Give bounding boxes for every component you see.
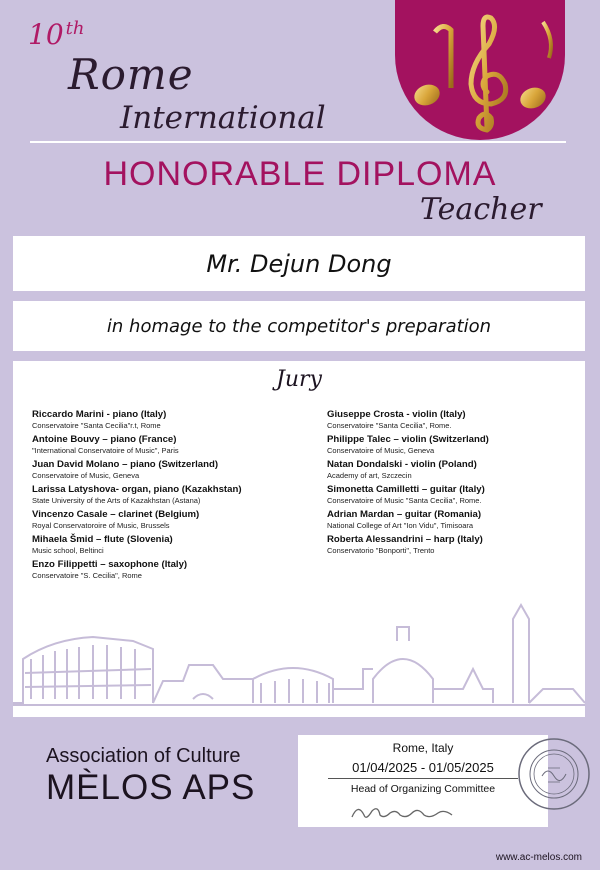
edition-suffix: th (65, 18, 85, 39)
jury-member-institution: Conservatoire of Music, Geneva (32, 471, 140, 480)
header-divider (30, 141, 566, 143)
edition-number: 10 (28, 18, 64, 51)
reason-text: in homage to the competitor's preparation (106, 315, 492, 337)
jury-member (327, 459, 577, 481)
signatory-title: Head of Organizing Committee (350, 783, 496, 795)
association-name-line1: Association of Culture (46, 745, 241, 767)
jury-member-institution: Conservatoire "Santa Cecilia", Rome. (327, 421, 452, 430)
jury-member-institution: Conservatorio "Bonporti", Trento (327, 546, 435, 555)
jury-member (327, 534, 577, 556)
association-name-line2: MÈLOS APS (46, 768, 256, 807)
subtitle-international: International (120, 100, 326, 136)
jury-member (32, 409, 312, 431)
diploma-title: HONORABLE DIPLOMA (103, 155, 497, 193)
jury-panel (13, 361, 585, 717)
jury-member (327, 409, 577, 431)
jury-member (32, 509, 312, 531)
competition-dates: 01/04/2025 - 01/05/2025 (352, 760, 494, 775)
jury-member-name: Vincenzo Casale – clarinet (Belgium) (32, 509, 200, 520)
competition-location: Rome, Italy (392, 741, 454, 755)
jury-member-institution: Music school, Beltinci (32, 546, 104, 555)
jury-heading: Jury (276, 367, 322, 392)
jury-member-name: Enzo Filippetti – saxophone (Italy) (32, 559, 188, 570)
jury-member (32, 459, 312, 481)
jury-member-institution: Royal Conservatoroire of Music, Brussels (32, 521, 170, 530)
recipient-name: Mr. Dejun Dong (206, 249, 392, 278)
jury-member-name: Antoine Bouvy – piano (France) (32, 434, 177, 445)
jury-member-institution: "International Conservatoire of Music", Paris (32, 446, 179, 455)
jury-member-name: Larissa Latyshova- organ, piano (Kazakhstan) (32, 484, 242, 495)
jury-member-name: Riccardo Marini - piano (Italy) (32, 409, 167, 420)
jury-member (32, 484, 312, 506)
music-banner (395, 0, 565, 140)
jury-member (32, 534, 312, 556)
diploma-category: Teacher (420, 192, 542, 227)
website-link[interactable]: www.ac-melos.com (495, 852, 582, 863)
competition-info-box (298, 735, 548, 827)
jury-member-institution: Conservatoire "Santa Cecilia"r.t, Rome (32, 421, 161, 430)
jury-member (327, 434, 577, 456)
jury-member-institution: National College of Art "Ion Vidu", Timisoara (327, 521, 474, 530)
jury-member-institution: Conservatoire of Music "Santa Cecilia", Rome. (327, 496, 482, 505)
jury-member (327, 509, 577, 531)
jury-member-name: Natan Dondalski - violin (Poland) (327, 459, 477, 470)
recipient-box (13, 236, 585, 291)
jury-member (32, 559, 312, 581)
city-title: Rome (68, 50, 194, 99)
music-notes-icon (395, 0, 565, 140)
jury-member-name: Philippe Talec – violin (Switzerland) (327, 434, 489, 445)
reason-box (13, 301, 585, 351)
jury-member-institution: Conservatoire of Music, Geneva (327, 446, 435, 455)
jury-member-name: Adrian Mardan – guitar (Romania) (327, 509, 482, 520)
jury-column-left (32, 409, 312, 584)
jury-member (32, 434, 312, 456)
signature-icon (348, 801, 458, 823)
jury-column-right (327, 409, 577, 559)
edition-label (28, 18, 85, 51)
jury-member-name: Juan David Molano – piano (Switzerland) (32, 459, 219, 470)
dates-underline (328, 778, 518, 779)
jury-member-name: Mihaela Šmid – flute (Slovenia) (32, 534, 173, 545)
competition-stamp-icon (516, 736, 592, 812)
rome-skyline-icon (13, 599, 585, 717)
jury-member-institution: State University of the Arts of Kazakhstan (Astana) (32, 496, 201, 505)
jury-member-name: Simonetta Camilletti – guitar (Italy) (327, 484, 485, 495)
jury-member-name: Roberta Alessandrini – harp (Italy) (327, 534, 483, 545)
jury-member-institution: Conservatoire "S. Cecilia", Rome (32, 571, 142, 580)
jury-member-name: Giuseppe Crosta - violin (Italy) (327, 409, 466, 420)
jury-member-institution: Academy of art, Szczecin (327, 471, 412, 480)
jury-member (327, 484, 577, 506)
